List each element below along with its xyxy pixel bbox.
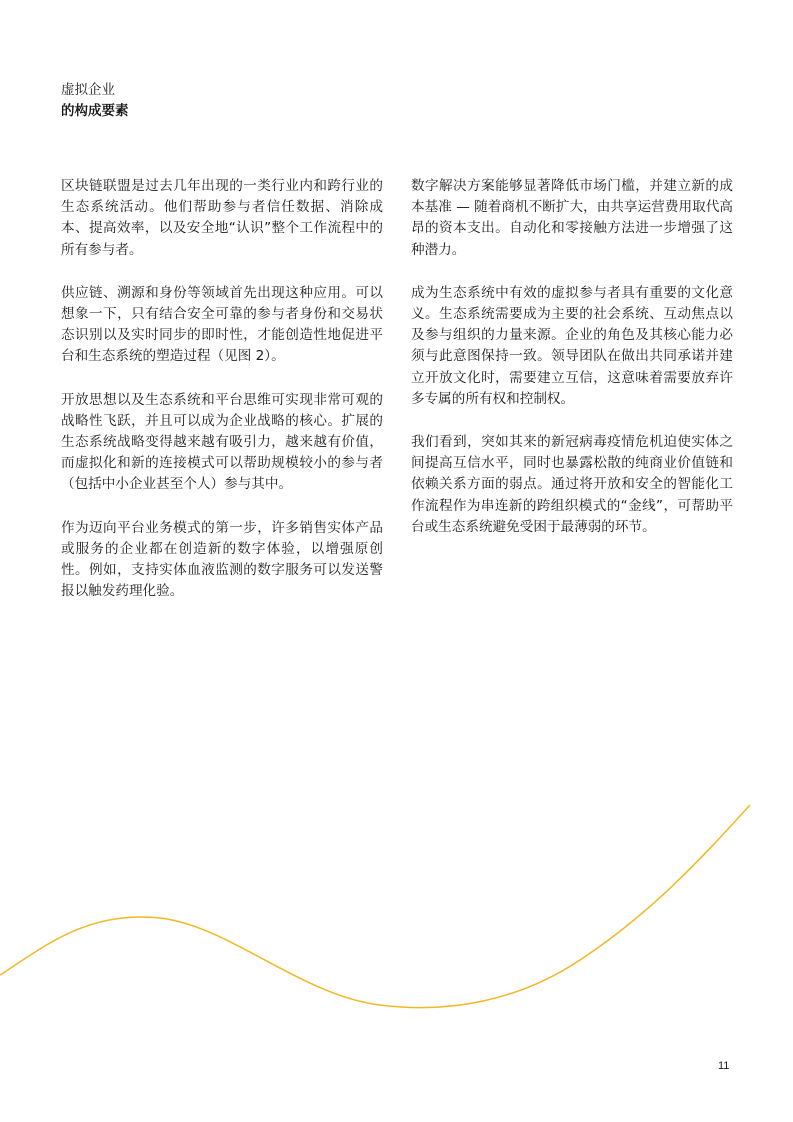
- paragraph: 数字解决方案能够显著降低市场门槛，并建立新的成本基准 — 随着商机不断扩大，由共享运营费用取代高昂的资本支出。自动化和零接触方法进一步增强了这种潜力。: [411, 178, 733, 258]
- paragraph: 成为生态系统中有效的虚拟参与者具有重要的文化意义。生态系统需要成为主要的社会系统、互动焦点以及参与组织的力量来源。企业的角色及其核心能力必须与此意图保持一致。领导团队在做出共同承诺并建立开放文化时，需要建立互信，这意味着需要放弃许多专属的所有权和控制权。: [411, 284, 733, 407]
- paragraph: 供应链、溯源和身份等领域首先出现这种应用。可以想象一下，只有结合安全可靠的参与者身份和交易状态识别以及实时同步的即时性，才能创造性地促进平台和生态系统的塑造过程（见图 2）。: [61, 284, 383, 365]
- section-header: [61, 80, 129, 122]
- section-title-line1: 虚拟企业: [61, 82, 115, 98]
- section-title-line2: 的构成要素: [61, 103, 129, 119]
- decorative-gold-curve: [0, 800, 793, 1020]
- paragraph: 我们看到，突如其来的新冠病毒疫情危机迫使实体之间提高互信水平，同时也暴露松散的纯商业价值链和依赖关系方面的弱点。通过将开放和安全的智能化工作流程作为串连新的跨组织模式的“金线”，可帮助平台或生态系统避免受困于最薄弱的环节。: [411, 434, 733, 535]
- page-number: 11: [718, 1060, 730, 1072]
- paragraph: 作为迈向平台业务模式的第一步，许多销售实体产品或服务的企业都在创造新的数字体验，以增强原创性。例如，支持实体血液监测的数字服务可以发送警报以触发药理化验。: [61, 519, 383, 600]
- paragraph: 区块链联盟是过去几年出现的一类行业内和跨行业的生态系统活动。他们帮助参与者信任数据、消除成本、提高效率，以及安全地“认识”整个工作流程中的所有参与者。: [61, 178, 383, 258]
- gold-curve-line: [0, 805, 750, 1008]
- left-text-column: [61, 176, 383, 624]
- paragraph: 开放思想以及生态系统和平台思维可实现非常可观的战略性飞跃，并且可以成为企业战略的核心。扩展的生态系统战略变得越来越有吸引力，越来越有价值，而虚拟化和新的连接模式可以帮助规模较小的参与者（包括中小企业甚至个人）参与其中。: [61, 391, 383, 493]
- right-text-column: [411, 176, 733, 560]
